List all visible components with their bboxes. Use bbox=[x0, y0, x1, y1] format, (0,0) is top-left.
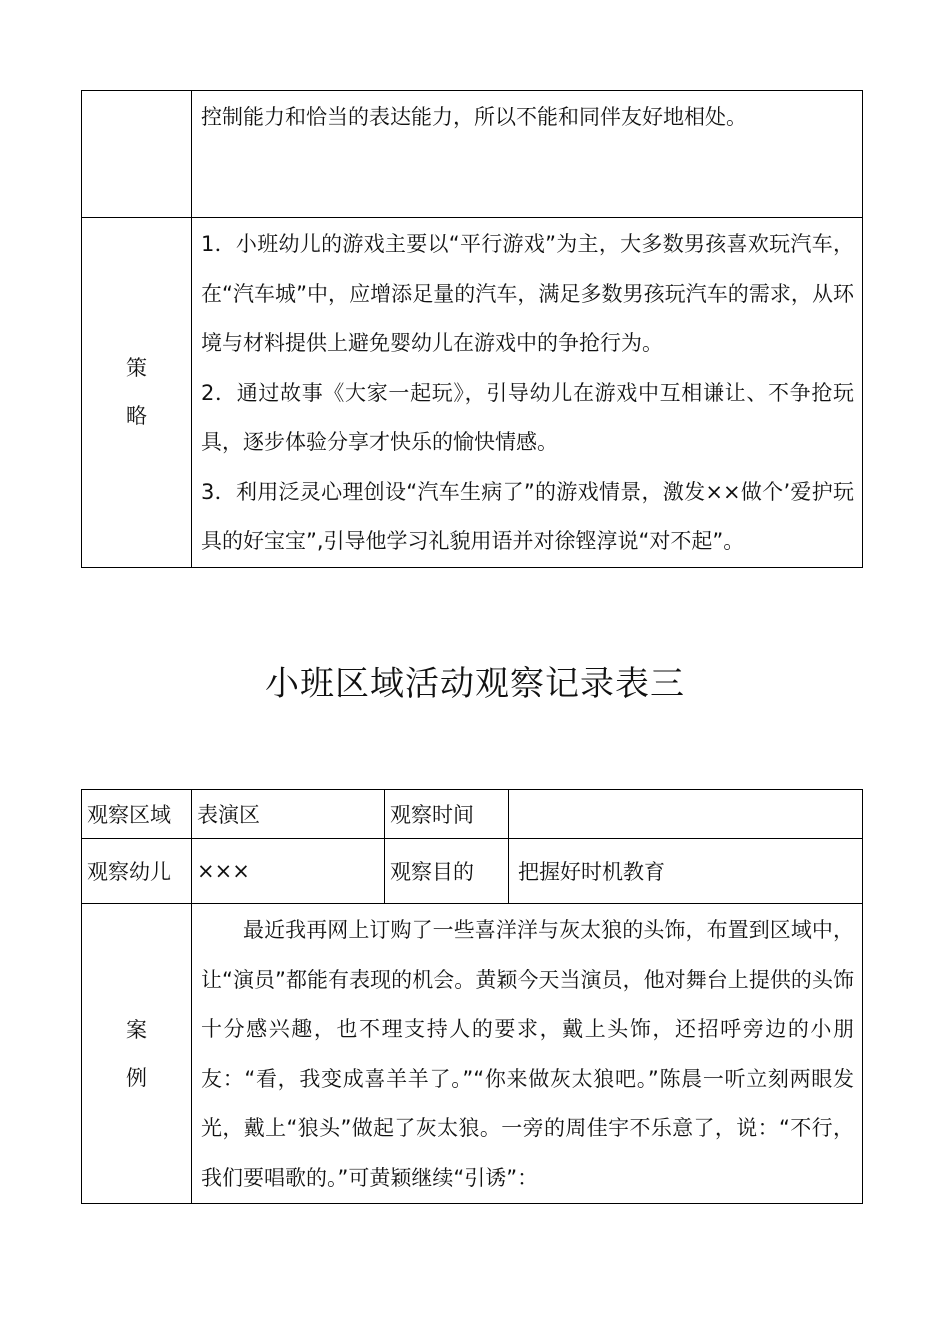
strategy-text-cell bbox=[192, 218, 863, 568]
case-text: 最近我再网上订购了一些喜洋洋与灰太狼的头饰，布置到区域中，让“演员”都能有表现的机会。黄颖今天当演员，他对舞台上提供的头饰十分感兴趣，也不理支持人的要求，戴上头饰，还招呼旁边的小朋友：“看，我变成喜羊羊了。”“你来做灰太狼吧。”陈晨一听立刻两眼发光，戴上“狼头”做起了灰太狼。一旁的周佳宇不乐意了，说：“不行，我们要唱歌的。”可黄颖继续“引诱”： bbox=[201, 918, 854, 1190]
analysis-text: 控制能力和恰当的表达能力，所以不能和同伴友好地相处。 bbox=[201, 105, 747, 129]
child-label: 观察幼儿 bbox=[82, 839, 192, 904]
table-row bbox=[82, 91, 863, 218]
case-text-cell bbox=[192, 904, 863, 1204]
analysis-text-cell bbox=[192, 91, 863, 218]
table-row bbox=[82, 790, 863, 839]
observation-table bbox=[81, 789, 863, 1204]
table-row bbox=[82, 839, 863, 904]
strategy-label-char: 策 bbox=[126, 356, 147, 381]
case-label-char: 案 bbox=[126, 1017, 147, 1042]
table-row bbox=[82, 218, 863, 568]
area-value: 表演区 bbox=[192, 790, 385, 839]
child-value: ××× bbox=[192, 839, 385, 904]
strategy-item: 2．通过故事《大家一起玩》，引导幼儿在游戏中互相谦让、不争抢玩具，逐步体验分享才快乐的愉快情感。 bbox=[201, 380, 854, 454]
time-label: 观察时间 bbox=[385, 790, 509, 839]
time-value bbox=[509, 790, 863, 839]
strategy-label-char: 略 bbox=[126, 404, 147, 429]
page-title: 小班区域活动观察记录表三 bbox=[265, 664, 685, 704]
table-row bbox=[82, 904, 863, 1204]
case-label-cell bbox=[82, 904, 192, 1204]
strategy-label-cell bbox=[82, 218, 192, 568]
purpose-value: 把握好时机教育 bbox=[509, 839, 863, 904]
empty-label-cell bbox=[82, 91, 192, 218]
purpose-label: 观察目的 bbox=[385, 839, 509, 904]
case-label-char: 例 bbox=[126, 1065, 147, 1090]
strategy-item: 1．小班幼儿的游戏主要以“平行游戏”为主，大多数男孩喜欢玩汽车，在“汽车城”中，应增添足量的汽车，满足多数男孩玩汽车的需求，从环境与材料提供上避免婴幼儿在游戏中的争抢行为。 bbox=[201, 232, 854, 355]
strategy-table bbox=[81, 90, 863, 568]
area-label: 观察区域 bbox=[82, 790, 192, 839]
strategy-item: 3．利用泛灵心理创设“汽车生病了”的游戏情景，激发××做个’爱护玩具的好宝宝”,引导他学习礼貌用语并对徐铿淳说“对不起”。 bbox=[201, 479, 854, 553]
